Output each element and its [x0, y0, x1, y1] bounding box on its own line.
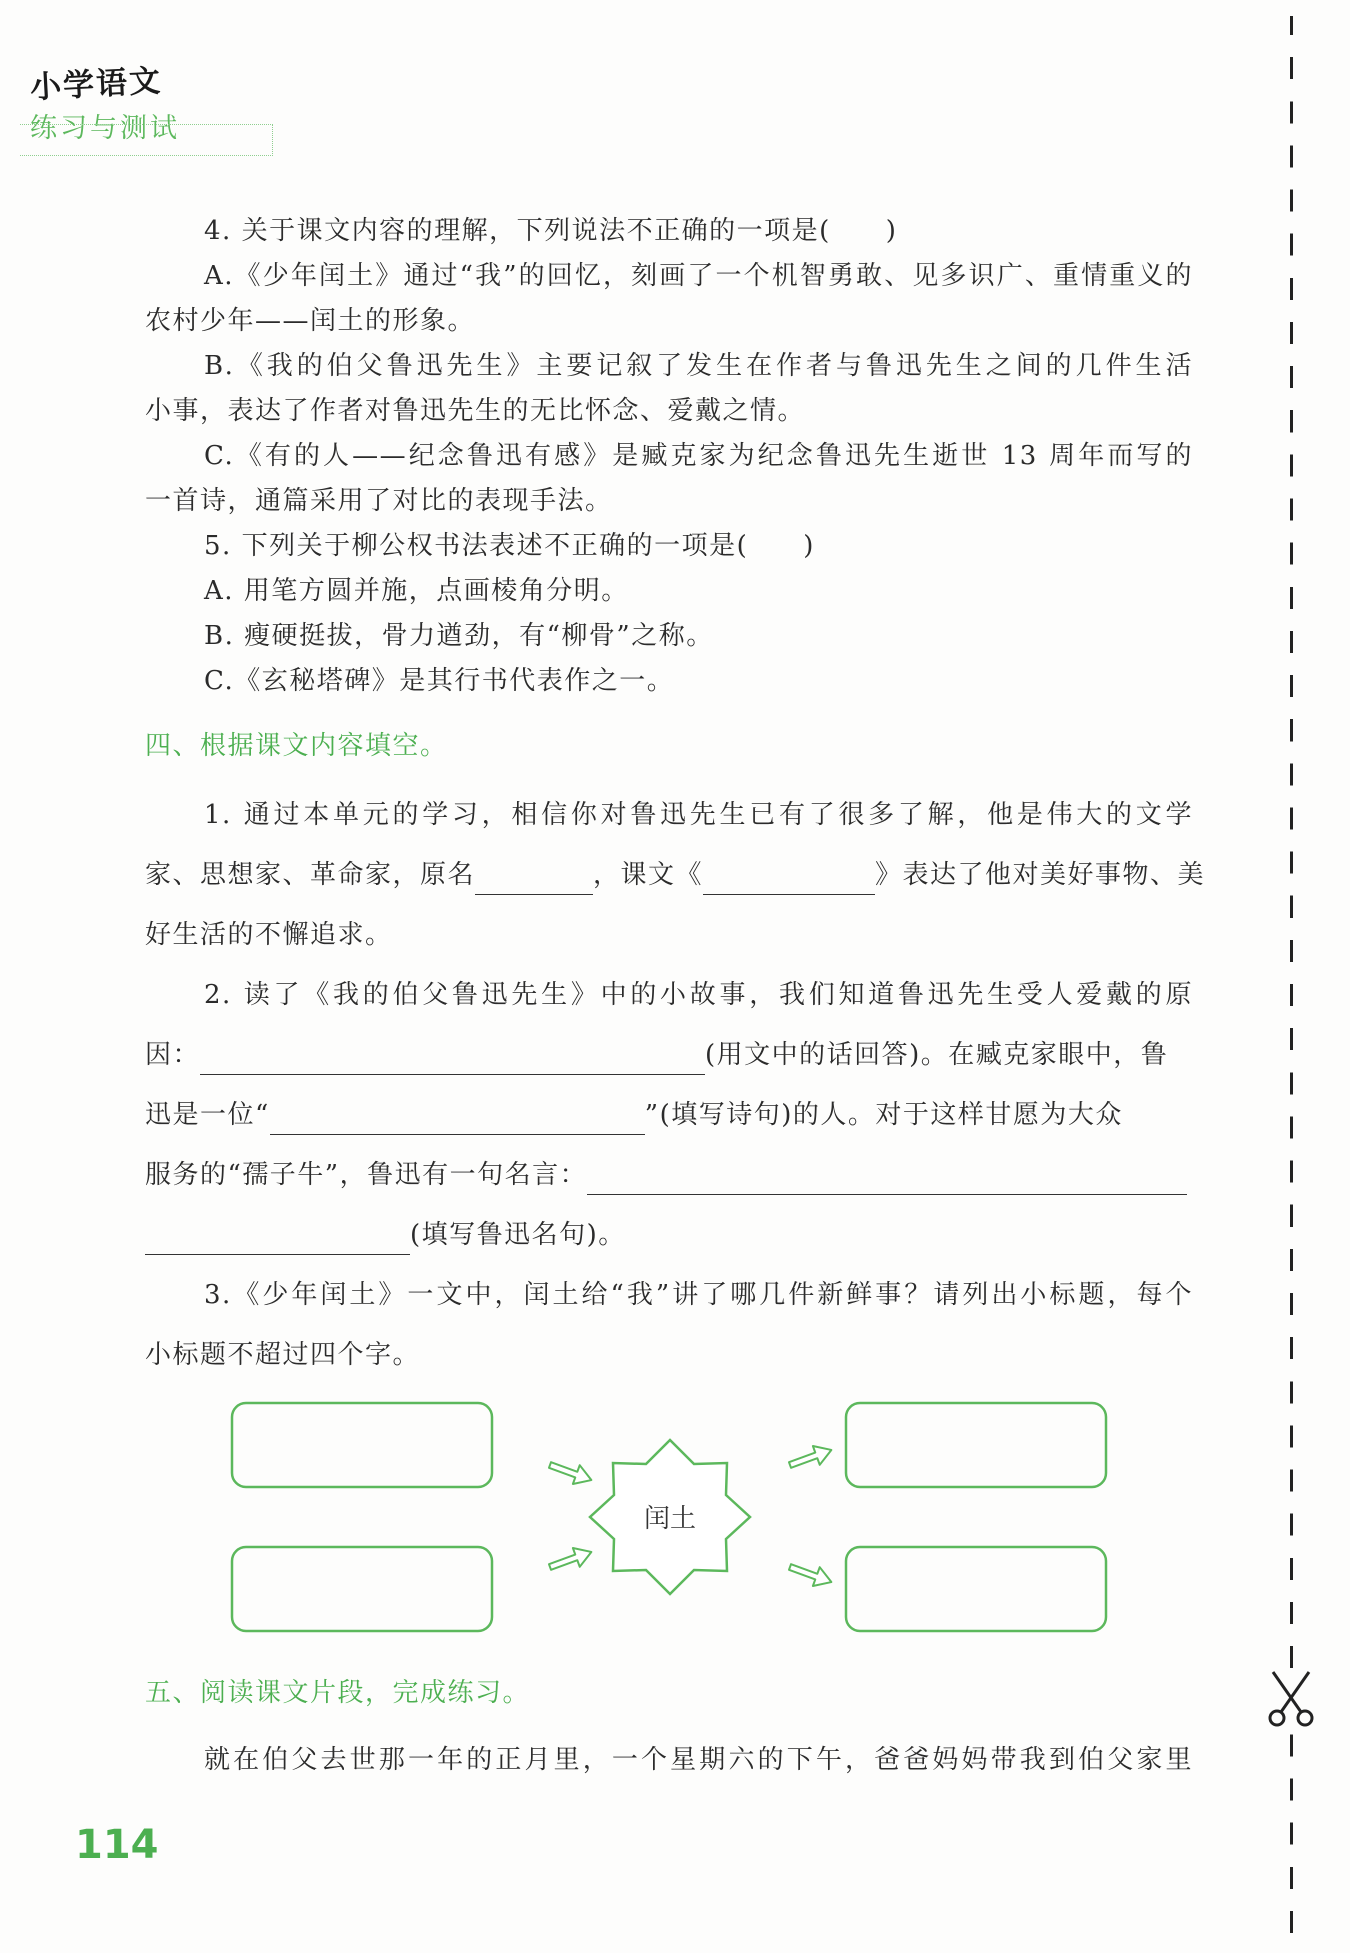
q4-option-c-line1: C.《有的人——纪念鲁迅有感》是臧克家为纪念鲁迅先生逝世 13 周年而写的 [204, 441, 1193, 471]
s4-p1-line3: 好生活的不懈追求。 [145, 920, 393, 950]
s4-p1-text-a: 家、思想家、革命家，原名 [145, 860, 476, 890]
s4-p2-line2 [145, 1035, 1193, 1075]
scissors-icon [1263, 1668, 1319, 1728]
header-dotted-frame [20, 124, 273, 156]
s5-paragraph-line1: 就在伯父去世那一年的正月里，一个星期六的下午，爸爸妈妈带我到伯父家里 [204, 1745, 1193, 1775]
lesson-title-blank[interactable] [703, 864, 875, 895]
section-5-title: 五、阅读课文片段，完成练习。 [145, 1678, 531, 1708]
s4-p2-text-e: 服务的“孺子牛”，鲁迅有一句名言： [145, 1160, 588, 1190]
famous-quote-blank-2[interactable] [145, 1224, 410, 1255]
s4-p1-line2 [145, 855, 1206, 895]
q4-option-c-line2: 一首诗，通篇采用了对比的表现手法。 [145, 486, 613, 516]
q5-option-c: C.《玄秘塔碑》是其行书代表作之一。 [204, 666, 675, 696]
answer-box-bottom-right[interactable] [846, 1547, 1106, 1631]
arrow-bottom-left-icon [547, 1543, 595, 1577]
s4-p3-line2: 小标题不超过四个字。 [145, 1340, 421, 1370]
q5-stem: 5. 下列关于柳公权书法表述不正确的一项是( ) [204, 531, 815, 561]
s4-p2-line1: 2. 读了《我的伯父鲁迅先生》中的小故事，我们知道鲁迅先生受人爱戴的原 [204, 980, 1193, 1010]
original-name-blank[interactable] [475, 864, 593, 895]
q4-option-b-line2: 小事，表达了作者对鲁迅先生的无比怀念、爱戴之情。 [145, 396, 806, 426]
q4-option-a-line1: A.《少年闰土》通过“我”的回忆，刻画了一个机智勇敢、见多识广、重情重义的 [204, 261, 1193, 291]
s4-p2-text-a: 因： [145, 1040, 201, 1070]
poem-line-blank[interactable] [270, 1104, 645, 1135]
s4-p2-text-d: ”(填写诗句)的人。对于这样甘愿为大众 [644, 1100, 1123, 1130]
s4-p3-line1: 3.《少年闰土》一文中，闰土给“我”讲了哪几件新鲜事？请列出小标题，每个 [204, 1280, 1193, 1310]
section-4-title: 四、根据课文内容填空。 [145, 731, 448, 761]
s4-p1-text-b: ，课文《 [593, 860, 704, 890]
s4-p2-line3 [145, 1095, 1193, 1135]
s4-p2-line5 [145, 1215, 1193, 1255]
page-number: 114 [75, 1822, 159, 1868]
arrow-bottom-right-icon [787, 1558, 835, 1592]
dashed-cut-line [1290, 16, 1293, 1936]
s4-p2-text-b: (用文中的话回答)。在臧克家眼中，鲁 [705, 1040, 1169, 1070]
arrow-top-left-icon [547, 1456, 595, 1490]
answer-box-bottom-left[interactable] [232, 1547, 492, 1631]
q4-option-a-line2: 农村少年——闰土的形象。 [145, 306, 476, 336]
answer-box-top-right[interactable] [846, 1403, 1106, 1487]
book-subtitle: 练习与测试 [30, 113, 180, 144]
s4-p2-line4 [145, 1155, 1193, 1195]
arrow-top-right-icon [787, 1441, 835, 1475]
runtu-mind-map [220, 1395, 1120, 1645]
s4-p2-text-f: (填写鲁迅名句)。 [410, 1220, 626, 1250]
reason-answer-blank[interactable] [200, 1044, 705, 1075]
center-label: 闰土 [643, 1504, 697, 1534]
q5-option-b: B. 瘦硬挺拔，骨力遒劲，有“柳骨”之称。 [204, 621, 714, 651]
q5-option-a: A. 用笔方圆并施，点画棱角分明。 [204, 576, 629, 606]
s4-p1-text-c: 》表达了他对美好事物、美 [875, 860, 1206, 890]
s4-p2-text-c: 迅是一位“ [145, 1100, 270, 1130]
famous-quote-blank-1[interactable] [587, 1164, 1187, 1195]
book-series-title: 小学语文 [29, 63, 163, 106]
answer-box-top-left[interactable] [232, 1403, 492, 1487]
s4-p1-line1: 1. 通过本单元的学习，相信你对鲁迅先生已有了很多了解，他是伟大的文学 [204, 800, 1193, 830]
q4-stem: 4. 关于课文内容的理解，下列说法不正确的一项是( ) [204, 216, 898, 246]
q4-option-b-line1: B.《我的伯父鲁迅先生》主要记叙了发生在作者与鲁迅先生之间的几件生活 [204, 351, 1193, 381]
